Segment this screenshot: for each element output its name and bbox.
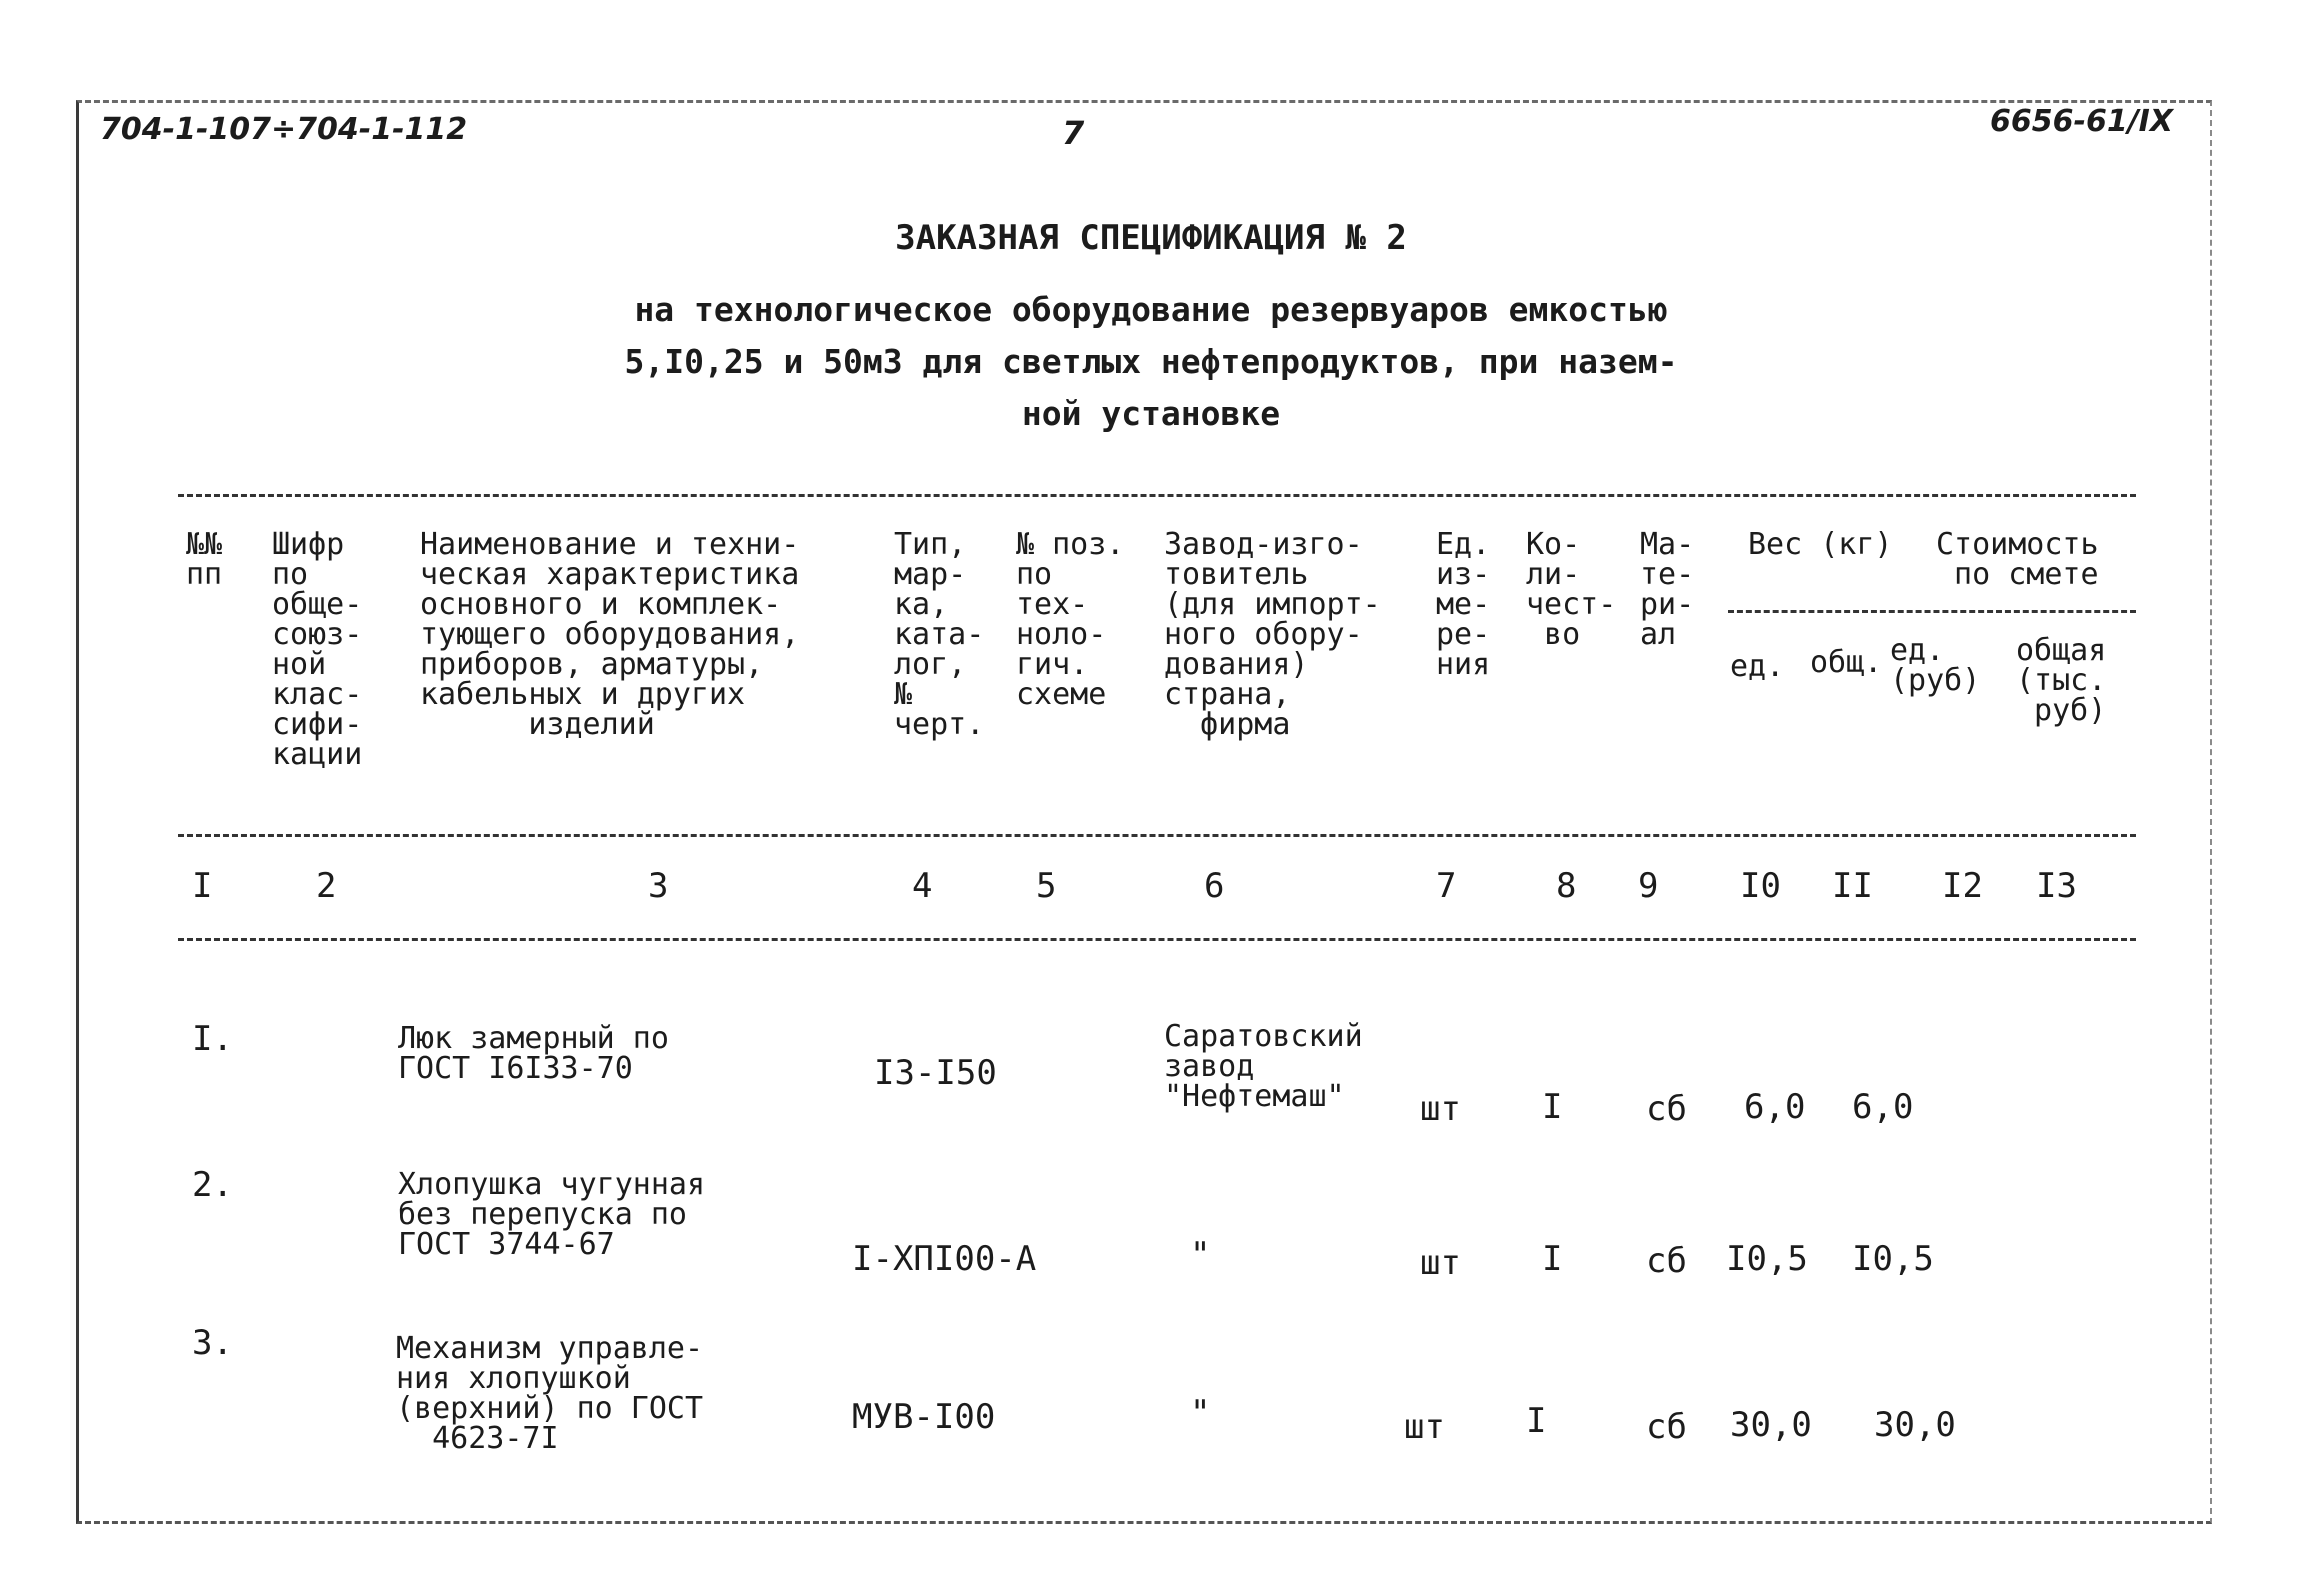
- row-material: сб: [1646, 1407, 1687, 1447]
- header-col-weight-unit: ед.: [1730, 649, 1785, 684]
- header-bottom-rule: [178, 834, 2136, 837]
- row-number: I.: [192, 1019, 233, 1059]
- row-number: 3.: [192, 1323, 233, 1363]
- row-unit: шт: [1420, 1243, 1461, 1283]
- table-top-rule: [178, 494, 2136, 497]
- row-material: сб: [1646, 1241, 1687, 1281]
- row-item-type: IЗ-I50: [874, 1053, 997, 1093]
- column-numbers-rule: [178, 938, 2136, 941]
- row-quantity: I: [1542, 1239, 1563, 1279]
- column-number: 8: [1556, 866, 1577, 906]
- header-col-type: Тип, мар- ка, ката- лог, № черт.: [894, 527, 985, 742]
- column-number: 3: [648, 866, 669, 906]
- header-col-material: Ма- те- ри- ал: [1640, 527, 1695, 652]
- header-col-position: № поз. по тех- ноло- гич. схеме: [1016, 527, 1125, 712]
- row-number: 2.: [192, 1165, 233, 1205]
- subtitle-line-3: ной установке: [1021, 394, 1281, 433]
- row-quantity: I: [1526, 1401, 1547, 1441]
- row-item-name: Механизм управле- ния хлопушкой (верхний) по ГОСТ 4623-7I: [396, 1331, 704, 1456]
- column-number: 4: [912, 866, 933, 906]
- row-item-name: Люк замерный по ГОСТ I6I33-70: [398, 1021, 669, 1086]
- column-number: 7: [1436, 866, 1457, 906]
- row-manufacturer: Саратовский завод "Нефтемаш": [1164, 1019, 1363, 1114]
- column-number: 9: [1638, 866, 1659, 906]
- header-col-number: №№ пп: [186, 527, 223, 592]
- column-number: II: [1832, 866, 1873, 906]
- header-col-cost-unit: ед. (руб): [1890, 633, 1981, 698]
- column-number: 2: [316, 866, 337, 906]
- row-item-type: МУВ-I00: [852, 1397, 996, 1437]
- row-unit: шт: [1404, 1407, 1445, 1447]
- header-col-quantity: Ко- ли- чест- во: [1526, 527, 1617, 652]
- column-number: 6: [1204, 866, 1225, 906]
- row-manufacturer: ": [1190, 1393, 1211, 1433]
- row-unit: шт: [1420, 1089, 1461, 1129]
- header-col-code: Шифр по обще- союз- ной клас- сифи- кации: [272, 527, 363, 772]
- weight-cost-subrule: [1728, 610, 2136, 613]
- row-item-name: Хлопушка чугунная без перепуска по ГОСТ 3744-67: [398, 1167, 706, 1262]
- column-number: I3: [2036, 866, 2077, 906]
- header-weight-group: Вес (кг): [1748, 527, 1893, 562]
- header-col-unit: Ед. из- ме- ре- ния: [1436, 527, 1491, 682]
- column-number: I0: [1740, 866, 1781, 906]
- column-number: I2: [1942, 866, 1983, 906]
- row-manufacturer: ": [1190, 1235, 1211, 1275]
- column-number: 5: [1036, 866, 1057, 906]
- header-col-cost-total: общая (тыс. руб): [2016, 633, 2107, 728]
- row-weight-unit: I0,5: [1726, 1239, 1808, 1279]
- row-weight-unit: 6,0: [1744, 1087, 1806, 1127]
- row-weight-total: I0,5: [1852, 1239, 1934, 1279]
- header-cost-group: Стоимость по смете: [1936, 527, 2099, 592]
- subtitle-line-2: 5,I0,25 и 50м3 для светлых нефтепродуктов, при назем-: [624, 342, 1678, 381]
- row-item-type: I-ХПI00-А: [852, 1239, 1037, 1279]
- document-code-right: 6656-61/IX: [1990, 104, 2173, 139]
- row-weight-total: 6,0: [1852, 1087, 1914, 1127]
- subtitle-line-1: на технологическое оборудование резервуаров емкостью: [634, 290, 1668, 329]
- document-title: ЗАКАЗНАЯ СПЕЦИФИКАЦИЯ № 2: [895, 218, 1407, 258]
- page-number: 7: [1062, 114, 1085, 152]
- row-weight-unit: 30,0: [1730, 1405, 1812, 1445]
- row-weight-total: 30,0: [1874, 1405, 1956, 1445]
- document-code-left: 704-1-107÷704-1-112: [100, 112, 468, 147]
- row-material: сб: [1646, 1089, 1687, 1129]
- header-col-name: Наименование и техни- ческая характеристика основного и комплек- тующего оборудования, приборов, арматуры, кабельных и других изделий: [420, 527, 800, 742]
- header-col-manufacturer: Завод-изго- товитель (для импорт- ного обору- дования) страна, фирма: [1164, 527, 1381, 742]
- row-quantity: I: [1542, 1087, 1563, 1127]
- header-col-weight-total: общ.: [1810, 645, 1883, 680]
- column-number: I: [192, 866, 213, 906]
